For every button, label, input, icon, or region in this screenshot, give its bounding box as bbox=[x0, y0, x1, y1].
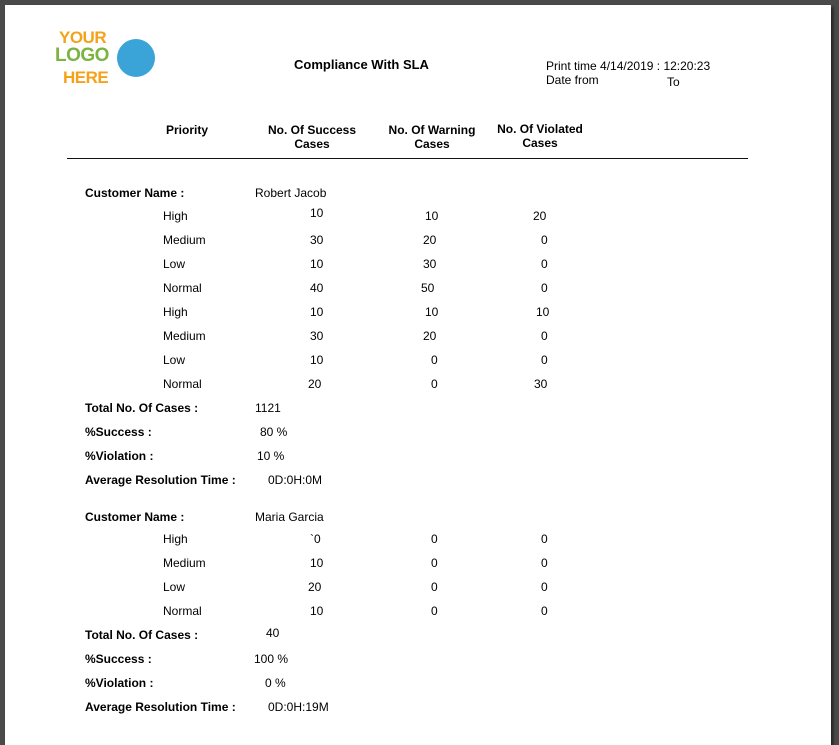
report-page bbox=[5, 5, 831, 745]
violated-cell: 30 bbox=[534, 377, 548, 391]
violation-pct-label: %Violation : bbox=[85, 676, 154, 690]
logo-circle-icon bbox=[117, 39, 155, 77]
success-cell: 10 bbox=[310, 206, 324, 220]
priority-cell: Normal bbox=[163, 377, 202, 391]
priority-cell: Low bbox=[163, 257, 186, 271]
success-cell: 20 bbox=[308, 377, 322, 391]
violated-cell: 0 bbox=[541, 580, 548, 594]
violation-pct-value: 0 % bbox=[265, 676, 286, 690]
avg-resolution-value: 0D:0H:0M bbox=[268, 473, 323, 487]
success-cell: 30 bbox=[310, 329, 324, 343]
avg-resolution-label: Average Resolution Time : bbox=[85, 473, 236, 487]
total-cases-label: Total No. Of Cases : bbox=[85, 401, 199, 415]
logo-text-line3: HERE bbox=[63, 68, 109, 87]
warning-cell: 0 bbox=[431, 556, 438, 570]
violated-cell: 0 bbox=[541, 257, 548, 271]
violated-cell: 0 bbox=[541, 556, 548, 570]
report-title: Compliance With SLA bbox=[294, 57, 429, 72]
warning-cell: 0 bbox=[431, 377, 438, 391]
priority-cell: High bbox=[163, 209, 188, 223]
priority-cell: Medium bbox=[163, 233, 206, 247]
success-cell: `0 bbox=[310, 532, 321, 546]
total-cases-value: 40 bbox=[266, 626, 280, 640]
priority-cell: Normal bbox=[163, 281, 202, 295]
success-cell: 10 bbox=[310, 604, 324, 618]
warning-cell: 30 bbox=[423, 257, 437, 271]
col-header-success bbox=[253, 123, 371, 151]
success-cell: 20 bbox=[308, 580, 322, 594]
avg-resolution-value: 0D:0H:19M bbox=[268, 700, 329, 714]
warning-cell: 0 bbox=[431, 580, 438, 594]
company-logo bbox=[55, 27, 165, 99]
violation-pct-value: 10 % bbox=[257, 449, 285, 463]
col-header-violated-line2: Cases bbox=[522, 136, 558, 150]
date-to-label: To bbox=[667, 75, 680, 89]
print-time bbox=[546, 59, 710, 73]
violated-cell: 0 bbox=[541, 532, 548, 546]
priority-cell: High bbox=[163, 305, 188, 319]
warning-cell: 20 bbox=[423, 329, 437, 343]
customer-name-value: Maria Garcia bbox=[255, 510, 324, 524]
warning-cell: 10 bbox=[425, 305, 439, 319]
priority-cell: Low bbox=[163, 353, 186, 367]
col-header-violated-line1: No. Of Violated bbox=[497, 122, 583, 136]
success-cell: 40 bbox=[310, 281, 324, 295]
logo-text-line2: LOGO bbox=[55, 45, 109, 66]
warning-cell: 20 bbox=[423, 233, 437, 247]
customer-name-label: Customer Name : bbox=[85, 186, 185, 200]
col-header-warning-line1: No. Of Warning bbox=[388, 123, 476, 137]
header-divider bbox=[67, 158, 748, 159]
violated-cell: 10 bbox=[536, 305, 550, 319]
violated-cell: 0 bbox=[541, 233, 548, 247]
priority-cell: High bbox=[163, 532, 188, 546]
customer-name-label: Customer Name : bbox=[85, 510, 185, 524]
priority-cell: Normal bbox=[163, 604, 202, 618]
violated-cell: 20 bbox=[533, 209, 547, 223]
violated-cell: 0 bbox=[541, 281, 548, 295]
success-cell: 10 bbox=[310, 556, 324, 570]
success-pct-value: 80 % bbox=[260, 425, 288, 439]
warning-cell: 0 bbox=[431, 353, 438, 367]
warning-cell: 10 bbox=[425, 209, 439, 223]
success-cell: 30 bbox=[310, 233, 324, 247]
col-header-success-line1: No. Of Success bbox=[267, 123, 357, 137]
violated-cell: 0 bbox=[541, 329, 548, 343]
col-header-warning-line2: Cases bbox=[414, 137, 450, 151]
priority-cell: Low bbox=[163, 580, 186, 594]
success-cell: 10 bbox=[310, 257, 324, 271]
customer-name-value: Robert Jacob bbox=[255, 186, 327, 200]
col-header-violated bbox=[485, 122, 595, 150]
col-header-success-line2: Cases bbox=[294, 137, 330, 151]
violated-cell: 0 bbox=[541, 604, 548, 618]
print-time-label: Print time bbox=[546, 59, 597, 73]
violation-pct-label: %Violation : bbox=[85, 449, 154, 463]
logo-text-line1: YOUR bbox=[59, 28, 107, 47]
success-cell: 10 bbox=[310, 353, 324, 367]
col-header-priority: Priority bbox=[165, 123, 208, 137]
success-pct-value: 100 % bbox=[254, 652, 289, 666]
violated-cell: 0 bbox=[541, 353, 548, 367]
priority-cell: Medium bbox=[163, 556, 206, 570]
success-cell: 10 bbox=[310, 305, 324, 319]
col-header-warning bbox=[377, 123, 487, 151]
warning-cell: 0 bbox=[431, 604, 438, 618]
print-date: 4/14/2019 : bbox=[600, 59, 661, 73]
success-pct-label: %Success : bbox=[85, 652, 152, 666]
date-from-label: Date from bbox=[546, 73, 599, 87]
avg-resolution-label: Average Resolution Time : bbox=[85, 700, 236, 714]
warning-cell: 50 bbox=[421, 281, 435, 295]
priority-cell: Medium bbox=[163, 329, 206, 343]
warning-cell: 0 bbox=[431, 532, 438, 546]
print-clock: 12:20:23 bbox=[663, 59, 711, 73]
success-pct-label: %Success : bbox=[85, 425, 152, 439]
total-cases-label: Total No. Of Cases : bbox=[85, 628, 199, 642]
total-cases-value: 1121 bbox=[255, 401, 281, 415]
